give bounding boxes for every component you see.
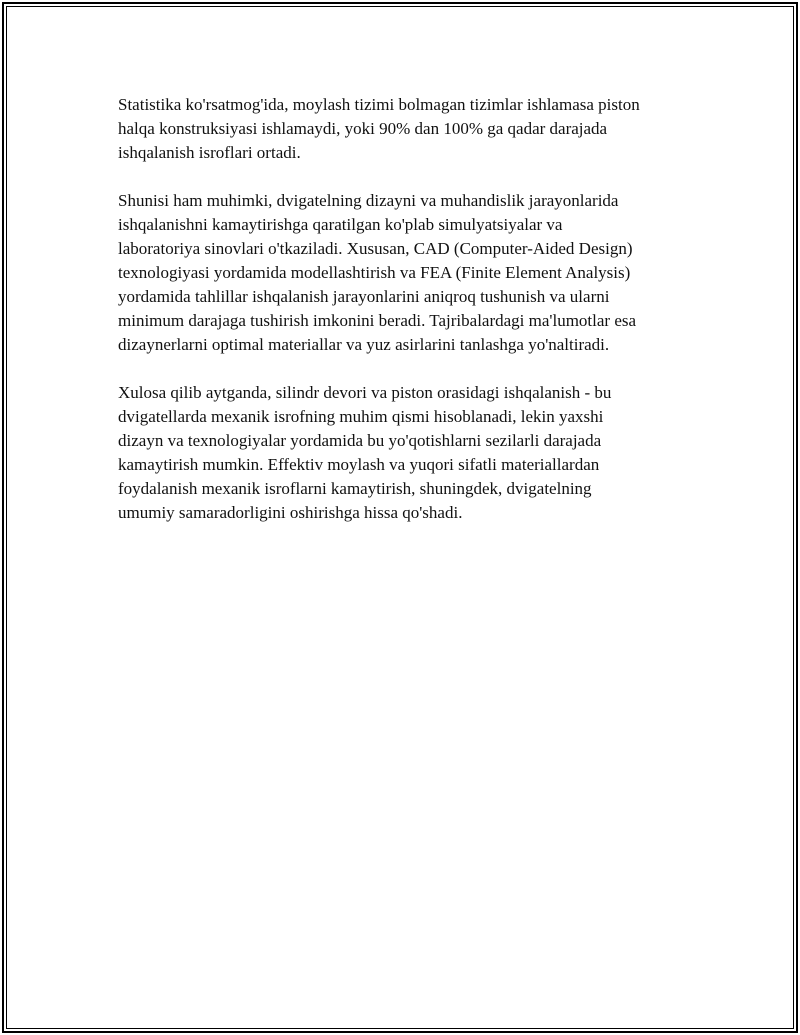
paragraph-conclusion bbox=[118, 381, 698, 525]
text-line: Shunisi ham muhimki, dvigatelning dizayni va muhandislik jarayonlarida bbox=[118, 191, 619, 210]
text-line: kamaytirish mumkin. Effektiv moylash va yuqori sifatli materiallardan bbox=[118, 455, 600, 474]
text-line: Statistika ko'rsatmog'ida, moylash tizimi bolmagan tizimlar ishlamasa piston bbox=[118, 95, 640, 114]
text-line: yordamida tahlillar ishqalanish jarayonlarini aniqroq tushunish va ularni bbox=[118, 287, 610, 306]
text-line: foydalanish mexanik isroflarni kamaytirish, shuningdek, dvigatelning bbox=[118, 479, 592, 498]
text-line: ishqalanishni kamaytirishga qaratilgan ko'plab simulyatsiyalar va bbox=[118, 215, 563, 234]
text-line: ishqalanish isroflari ortadi. bbox=[118, 143, 301, 162]
text-line: texnologiyasi yordamida modellashtirish va FEA (Finite Element Analysis) bbox=[118, 263, 631, 282]
text-line: dvigatellarda mexanik isrofning muhim qismi hisoblanadi, lekin yaxshi bbox=[118, 407, 604, 426]
text-line: umumiy samaradorligini oshirishga hissa qo'shadi. bbox=[118, 503, 463, 522]
text-line: Xulosa qilib aytganda, silindr devori va piston orasidagi ishqalanish - bu bbox=[118, 383, 612, 402]
text-line: dizayn va texnologiyalar yordamida bu yo'qotishlarni sezilarli darajada bbox=[118, 431, 602, 450]
text-line: minimum darajaga tushirish imkonini beradi. Tajribalardagi ma'lumotlar esa bbox=[118, 311, 637, 330]
text-line: laboratoriya sinovlari o'tkaziladi. Xususan, CAD (Computer-Aided Design) bbox=[118, 239, 633, 258]
text-line: dizaynerlarni optimal materiallar va yuz asirlarini tanlashga yo'naltiradi. bbox=[118, 335, 610, 354]
text-line: halqa konstruksiyasi ishlamaydi, yoki 90% dan 100% ga qadar darajada bbox=[118, 119, 608, 138]
paragraph-statistics bbox=[118, 93, 698, 165]
paragraph-design-simulation bbox=[118, 189, 698, 357]
document-body bbox=[118, 93, 698, 549]
